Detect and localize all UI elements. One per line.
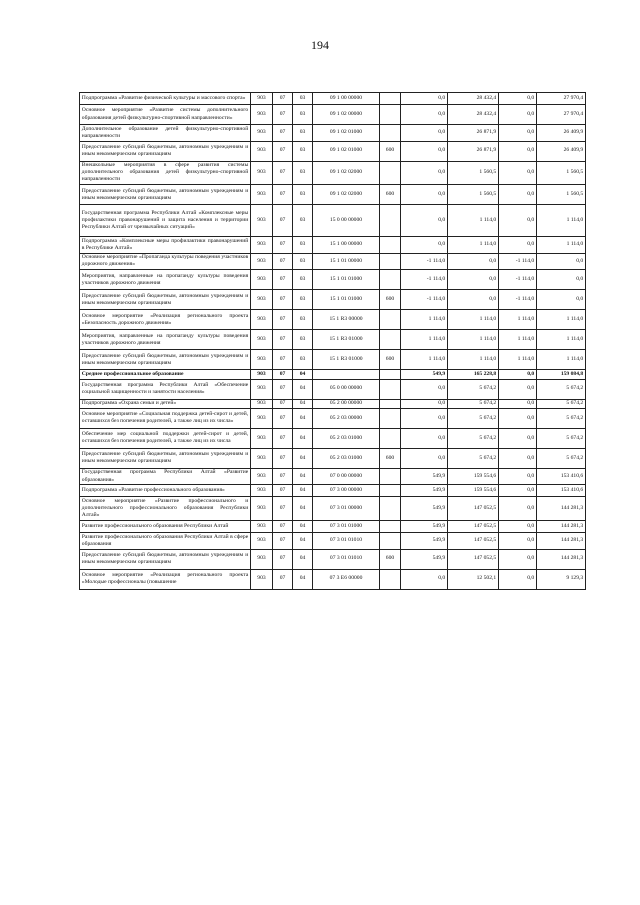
row-amount-4: 153 410,6: [537, 468, 586, 485]
row-name: Предоставление субсидий бюджетным, автономным учреждениям и иным некоммерческим организациям: [80, 350, 251, 370]
table-row: [80, 370, 586, 379]
row-amount-1: 0,0: [401, 141, 448, 161]
row-grbs-code: 903: [251, 521, 273, 533]
row-subsection-code: 04: [293, 521, 313, 533]
row-section-code: 07: [273, 350, 293, 370]
row-subsection-code: 03: [293, 105, 313, 125]
row-amount-3: 0,0: [499, 105, 537, 125]
row-name: Основное мероприятие «Реализация регионального проекта «Молодые профессионалы (повышение: [80, 569, 251, 589]
table-row: [80, 549, 586, 569]
table-row: [80, 93, 586, 105]
row-amount-1: 0,0: [401, 161, 448, 185]
row-grbs-code: 903: [251, 105, 273, 125]
row-grbs-code: 903: [251, 185, 273, 205]
row-target-article: 05 2 00 00000: [313, 399, 380, 408]
row-section-code: 07: [273, 521, 293, 533]
row-expense-type: [380, 253, 401, 270]
row-amount-4: 1 560,5: [537, 185, 586, 205]
row-amount-1: 549,9: [401, 497, 448, 521]
table-row: [80, 270, 586, 290]
row-amount-1: 0,0: [401, 185, 448, 205]
row-target-article: 09 1 02 01000: [313, 141, 380, 161]
row-subsection-code: 03: [293, 93, 313, 105]
row-amount-1: -1 114,0: [401, 290, 448, 310]
table-row: [80, 125, 586, 142]
table-row: [80, 290, 586, 310]
row-name: Предоставление субсидий бюджетным, автономным учреждениям и иным некоммерческим организациям: [80, 290, 251, 310]
row-amount-1: 1 114,0: [401, 330, 448, 350]
row-subsection-code: 04: [293, 549, 313, 569]
row-target-article: 05 2 03 01000: [313, 428, 380, 448]
row-amount-1: 0,0: [401, 408, 448, 428]
row-name: Развитие профессионального образования Республики Алтай: [80, 521, 251, 533]
row-grbs-code: 903: [251, 141, 273, 161]
row-name: Обеспечение мер социальной поддержки детей-сирот и детей, оставшихся без попечения родителей, а также лиц из их числа: [80, 428, 251, 448]
row-amount-1: 0,0: [401, 448, 448, 468]
row-amount-4: 1 114,0: [537, 330, 586, 350]
table-row: [80, 379, 586, 399]
row-amount-2: 26 871,9: [448, 125, 499, 142]
row-amount-4: 26 409,9: [537, 125, 586, 142]
row-target-article: 09 1 00 00000: [313, 93, 380, 105]
row-expense-type: [380, 468, 401, 485]
row-amount-2: 1 114,0: [448, 350, 499, 370]
row-amount-3: 0,0: [499, 161, 537, 185]
row-amount-4: 1 114,0: [537, 310, 586, 330]
row-amount-1: 549,9: [401, 549, 448, 569]
row-section-code: 07: [273, 290, 293, 310]
row-amount-1: 0,0: [401, 379, 448, 399]
row-section-code: 07: [273, 125, 293, 142]
row-section-code: 07: [273, 533, 293, 550]
row-amount-3: 0,0: [499, 448, 537, 468]
row-amount-1: 0,0: [401, 237, 448, 254]
row-grbs-code: 903: [251, 270, 273, 290]
row-grbs-code: 903: [251, 350, 273, 370]
row-amount-3: -1 114,0: [499, 253, 537, 270]
row-target-article: 15 1 01 00000: [313, 253, 380, 270]
row-subsection-code: 03: [293, 205, 313, 237]
row-amount-1: 0,0: [401, 399, 448, 408]
table-row: [80, 105, 586, 125]
row-amount-4: 5 674,2: [537, 428, 586, 448]
row-subsection-code: 03: [293, 270, 313, 290]
row-name: Предоставление субсидий бюджетным, автономным учреждениям и иным некоммерческим организациям: [80, 185, 251, 205]
row-amount-2: 1 114,0: [448, 310, 499, 330]
row-amount-1: 0,0: [401, 205, 448, 237]
row-name: Развитие профессионального образования Республики Алтай в сфере образования: [80, 533, 251, 550]
row-amount-4: 1 114,0: [537, 205, 586, 237]
row-target-article: 05 2 03 00000: [313, 408, 380, 428]
row-amount-3: 1 114,0: [499, 310, 537, 330]
row-section-code: 07: [273, 205, 293, 237]
row-amount-4: 26 409,9: [537, 141, 586, 161]
row-amount-4: 5 674,2: [537, 408, 586, 428]
row-expense-type: 600: [380, 350, 401, 370]
row-amount-2: 5 674,2: [448, 428, 499, 448]
row-amount-3: 0,0: [499, 370, 537, 379]
row-expense-type: [380, 105, 401, 125]
row-amount-2: 147 052,5: [448, 533, 499, 550]
row-subsection-code: 03: [293, 253, 313, 270]
row-section-code: 07: [273, 105, 293, 125]
row-grbs-code: 903: [251, 253, 273, 270]
row-subsection-code: 04: [293, 468, 313, 485]
row-section-code: 07: [273, 161, 293, 185]
row-target-article: 07 3 E6 00000: [313, 569, 380, 589]
row-target-article: 07 3 01 00000: [313, 497, 380, 521]
row-subsection-code: 04: [293, 569, 313, 589]
row-expense-type: [380, 270, 401, 290]
row-expense-type: [380, 370, 401, 379]
row-target-article: 15 1 01 01000: [313, 290, 380, 310]
row-amount-2: 26 871,9: [448, 141, 499, 161]
row-name: Внешкольные мероприятия в сфере развития системы дополнительного образования детей физкультурно-спортивной направленности: [80, 161, 251, 185]
row-grbs-code: 903: [251, 399, 273, 408]
row-expense-type: 600: [380, 185, 401, 205]
row-expense-type: [380, 379, 401, 399]
row-name: Основное мероприятие «Развитие системы дополнительного образования детей физкультурно-спортивной направленности»: [80, 105, 251, 125]
row-grbs-code: 903: [251, 290, 273, 310]
row-target-article: 09 1 02 02000: [313, 185, 380, 205]
row-section-code: 07: [273, 370, 293, 379]
row-grbs-code: 903: [251, 497, 273, 521]
row-amount-1: 0,0: [401, 93, 448, 105]
table-row: [80, 350, 586, 370]
row-amount-2: 5 674,2: [448, 448, 499, 468]
row-grbs-code: 903: [251, 379, 273, 399]
row-section-code: 07: [273, 253, 293, 270]
row-amount-4: 0,0: [537, 270, 586, 290]
row-amount-2: 12 502,1: [448, 569, 499, 589]
row-target-article: 07 0 00 00000: [313, 468, 380, 485]
row-amount-2: 1 114,0: [448, 237, 499, 254]
row-name: Подпрограмма «Охрана семьи и детей»: [80, 399, 251, 408]
row-subsection-code: 03: [293, 310, 313, 330]
row-amount-3: 0,0: [499, 468, 537, 485]
row-amount-2: 28 432,4: [448, 105, 499, 125]
row-subsection-code: 04: [293, 370, 313, 379]
row-amount-3: 0,0: [499, 497, 537, 521]
row-amount-4: 159 084,8: [537, 370, 586, 379]
row-amount-1: 1 114,0: [401, 350, 448, 370]
row-target-article: 05 0 00 00000: [313, 379, 380, 399]
row-target-article: 15 1 R3 00000: [313, 310, 380, 330]
row-amount-3: 0,0: [499, 205, 537, 237]
row-grbs-code: 903: [251, 549, 273, 569]
row-subsection-code: 04: [293, 408, 313, 428]
row-subsection-code: 03: [293, 290, 313, 310]
row-amount-1: 549,9: [401, 485, 448, 497]
row-grbs-code: 903: [251, 448, 273, 468]
row-amount-3: 0,0: [499, 485, 537, 497]
row-amount-4: 5 674,2: [537, 379, 586, 399]
row-target-article: 15 1 00 00000: [313, 237, 380, 254]
row-expense-type: [380, 399, 401, 408]
row-section-code: 07: [273, 270, 293, 290]
table-row: [80, 428, 586, 448]
row-amount-4: 1 114,0: [537, 237, 586, 254]
table-row: [80, 448, 586, 468]
row-amount-4: 144 281,3: [537, 549, 586, 569]
row-amount-3: 0,0: [499, 428, 537, 448]
row-subsection-code: 04: [293, 533, 313, 550]
row-grbs-code: 903: [251, 93, 273, 105]
table-row: [80, 161, 586, 185]
row-target-article: 15 0 00 00000: [313, 205, 380, 237]
row-section-code: 07: [273, 379, 293, 399]
row-amount-4: 0,0: [537, 290, 586, 310]
row-section-code: 07: [273, 448, 293, 468]
table-row: [80, 408, 586, 428]
row-section-code: 07: [273, 330, 293, 350]
row-section-code: 07: [273, 399, 293, 408]
row-amount-4: 27 970,4: [537, 105, 586, 125]
row-name: Мероприятия, направленные на пропаганду культуры поведения участников дорожного движения: [80, 270, 251, 290]
row-amount-3: -1 114,0: [499, 290, 537, 310]
row-amount-2: 147 052,5: [448, 521, 499, 533]
row-target-article: 07 3 00 00000: [313, 485, 380, 497]
row-subsection-code: 03: [293, 141, 313, 161]
row-expense-type: [380, 330, 401, 350]
row-grbs-code: 903: [251, 428, 273, 448]
row-amount-4: 27 970,4: [537, 93, 586, 105]
row-amount-4: 144 281,3: [537, 533, 586, 550]
row-grbs-code: 903: [251, 533, 273, 550]
row-amount-2: 1 560,5: [448, 185, 499, 205]
row-amount-2: 147 052,5: [448, 497, 499, 521]
table-row: [80, 141, 586, 161]
page-number: 194: [311, 38, 329, 52]
row-amount-2: 165 228,8: [448, 370, 499, 379]
row-section-code: 07: [273, 485, 293, 497]
row-section-code: 07: [273, 237, 293, 254]
row-expense-type: [380, 521, 401, 533]
row-amount-1: 549,9: [401, 468, 448, 485]
row-amount-1: 0,0: [401, 428, 448, 448]
row-amount-2: 5 674,2: [448, 399, 499, 408]
row-grbs-code: 903: [251, 485, 273, 497]
row-amount-3: 0,0: [499, 379, 537, 399]
row-grbs-code: 903: [251, 468, 273, 485]
row-target-article: 07 3 01 01010: [313, 533, 380, 550]
row-amount-1: 0,0: [401, 105, 448, 125]
row-expense-type: 600: [380, 141, 401, 161]
row-name: Государственная программа Республики Алтай «Комплексные меры профилактики правонарушений и защита населения и территории Республики Алтай от чрезвычайных ситуаций»: [80, 205, 251, 237]
row-amount-1: 0,0: [401, 125, 448, 142]
row-name: Мероприятия, направленные на пропаганду культуры поведения участников дорожного движения: [80, 330, 251, 350]
row-amount-2: 0,0: [448, 253, 499, 270]
row-subsection-code: 04: [293, 428, 313, 448]
row-grbs-code: 903: [251, 205, 273, 237]
row-amount-3: 0,0: [499, 521, 537, 533]
row-amount-3: 1 114,0: [499, 350, 537, 370]
row-section-code: 07: [273, 93, 293, 105]
table-row: [80, 253, 586, 270]
row-amount-3: 0,0: [499, 185, 537, 205]
table-row: [80, 310, 586, 330]
table-row: [80, 569, 586, 589]
row-section-code: 07: [273, 141, 293, 161]
row-amount-2: 147 052,5: [448, 549, 499, 569]
row-target-article: 15 1 01 01000: [313, 270, 380, 290]
row-amount-4: 5 674,2: [537, 399, 586, 408]
row-amount-1: 549,9: [401, 521, 448, 533]
row-target-article: 09 1 02 01000: [313, 125, 380, 142]
row-subsection-code: 03: [293, 185, 313, 205]
row-grbs-code: 903: [251, 310, 273, 330]
row-name: Основное мероприятие «Реализация регионального проекта «Безопасность дорожного движения»: [80, 310, 251, 330]
row-amount-3: 0,0: [499, 141, 537, 161]
row-amount-4: 144 281,3: [537, 521, 586, 533]
budget-table: [79, 92, 586, 590]
row-subsection-code: 04: [293, 399, 313, 408]
row-name: Дополнительное образование детей физкультурно-спортивной направленности: [80, 125, 251, 142]
table-row: [80, 205, 586, 237]
row-expense-type: [380, 428, 401, 448]
row-amount-3: 0,0: [499, 533, 537, 550]
row-expense-type: 600: [380, 448, 401, 468]
row-grbs-code: 903: [251, 125, 273, 142]
row-expense-type: [380, 205, 401, 237]
row-section-code: 07: [273, 497, 293, 521]
row-name: Подпрограмма «Комплексные меры профилактики правонарушений в Республике Алтай»: [80, 237, 251, 254]
row-name: Основное мероприятие «Пропаганда культуры поведения участников дорожного движения»: [80, 253, 251, 270]
row-name: Основное мероприятие «Социальная поддержка детей-сирот и детей, оставшихся без попечения родителей, а также лиц из их числа»: [80, 408, 251, 428]
row-name: Основное мероприятие «Развитие профессионального и дополнительного профессионального образования Республики Алтай»: [80, 497, 251, 521]
row-section-code: 07: [273, 185, 293, 205]
row-amount-3: 0,0: [499, 569, 537, 589]
row-expense-type: 600: [380, 549, 401, 569]
row-amount-2: 1 560,5: [448, 161, 499, 185]
table-row: [80, 237, 586, 254]
row-amount-4: 144 281,3: [537, 497, 586, 521]
row-amount-3: 0,0: [499, 408, 537, 428]
row-target-article: 15 1 R3 01000: [313, 330, 380, 350]
row-section-code: 07: [273, 310, 293, 330]
row-expense-type: [380, 237, 401, 254]
row-amount-3: 0,0: [499, 549, 537, 569]
row-amount-3: 0,0: [499, 93, 537, 105]
table-row: [80, 468, 586, 485]
row-subsection-code: 04: [293, 448, 313, 468]
row-amount-4: 1 560,5: [537, 161, 586, 185]
row-subsection-code: 04: [293, 497, 313, 521]
row-expense-type: [380, 497, 401, 521]
row-amount-4: 0,0: [537, 253, 586, 270]
row-grbs-code: 903: [251, 569, 273, 589]
row-amount-1: 0,0: [401, 569, 448, 589]
row-amount-3: 0,0: [499, 237, 537, 254]
row-amount-2: 5 674,2: [448, 379, 499, 399]
row-amount-2: 28 432,4: [448, 93, 499, 105]
row-amount-2: 1 114,0: [448, 330, 499, 350]
row-section-code: 07: [273, 428, 293, 448]
row-grbs-code: 903: [251, 237, 273, 254]
row-name: Среднее профессиональное образование: [80, 370, 251, 379]
table-row: [80, 497, 586, 521]
row-amount-2: 0,0: [448, 290, 499, 310]
table-row: [80, 185, 586, 205]
row-expense-type: [380, 569, 401, 589]
row-amount-4: 5 674,2: [537, 448, 586, 468]
row-expense-type: [380, 408, 401, 428]
row-expense-type: [380, 485, 401, 497]
row-expense-type: [380, 310, 401, 330]
row-amount-4: 9 129,3: [537, 569, 586, 589]
row-amount-1: -1 114,0: [401, 270, 448, 290]
table-row: [80, 485, 586, 497]
row-amount-4: 153 410,6: [537, 485, 586, 497]
row-amount-1: -1 114,0: [401, 253, 448, 270]
row-name: Подпрограмма «Развитие профессионального образования»: [80, 485, 251, 497]
row-amount-2: 1 114,0: [448, 205, 499, 237]
row-subsection-code: 03: [293, 125, 313, 142]
row-subsection-code: 03: [293, 161, 313, 185]
row-subsection-code: 04: [293, 485, 313, 497]
row-section-code: 07: [273, 569, 293, 589]
row-amount-2: 159 554,6: [448, 468, 499, 485]
row-target-article: 05 2 03 01000: [313, 448, 380, 468]
row-amount-3: 1 114,0: [499, 330, 537, 350]
row-subsection-code: 03: [293, 330, 313, 350]
row-expense-type: [380, 125, 401, 142]
row-target-article: 09 1 02 02000: [313, 161, 380, 185]
row-name: Предоставление субсидий бюджетным, автономным учреждениям и иным некоммерческим организациям: [80, 549, 251, 569]
table-row: [80, 533, 586, 550]
row-grbs-code: 903: [251, 408, 273, 428]
row-expense-type: [380, 93, 401, 105]
row-amount-1: 1 114,0: [401, 310, 448, 330]
row-target-article: [313, 370, 380, 379]
row-amount-1: 549,9: [401, 533, 448, 550]
row-name: Государственная программа Республики Алтай «Обеспечение социальной защищенности и занятости населения»: [80, 379, 251, 399]
row-grbs-code: 903: [251, 370, 273, 379]
row-amount-3: -1 114,0: [499, 270, 537, 290]
row-expense-type: [380, 533, 401, 550]
row-amount-2: 159 554,6: [448, 485, 499, 497]
row-name: Государственная программа Республики Алтай «Развитие образования»: [80, 468, 251, 485]
row-amount-1: 549,9: [401, 370, 448, 379]
row-name: Предоставление субсидий бюджетным, автономным учреждениям и иным некоммерческим организациям: [80, 141, 251, 161]
row-subsection-code: 03: [293, 350, 313, 370]
row-amount-3: 0,0: [499, 125, 537, 142]
row-name: Подпрограмма «Развитие физической культуры и массового спорта»: [80, 93, 251, 105]
row-target-article: 07 3 01 01010: [313, 549, 380, 569]
row-expense-type: [380, 161, 401, 185]
row-amount-4: 1 114,0: [537, 350, 586, 370]
row-expense-type: 600: [380, 290, 401, 310]
row-subsection-code: 04: [293, 379, 313, 399]
row-amount-2: 0,0: [448, 270, 499, 290]
row-section-code: 07: [273, 468, 293, 485]
row-grbs-code: 903: [251, 330, 273, 350]
table-row: [80, 330, 586, 350]
row-target-article: 09 1 02 00000: [313, 105, 380, 125]
row-name: Предоставление субсидий бюджетным, автономным учреждениям и иным некоммерческим организациям: [80, 448, 251, 468]
row-grbs-code: 903: [251, 161, 273, 185]
table-row: [80, 399, 586, 408]
row-subsection-code: 03: [293, 237, 313, 254]
table-row: [80, 521, 586, 533]
row-amount-2: 5 674,2: [448, 408, 499, 428]
row-section-code: 07: [273, 408, 293, 428]
row-amount-3: 0,0: [499, 399, 537, 408]
row-target-article: 15 1 R3 01000: [313, 350, 380, 370]
row-section-code: 07: [273, 549, 293, 569]
row-target-article: 07 3 01 01000: [313, 521, 380, 533]
